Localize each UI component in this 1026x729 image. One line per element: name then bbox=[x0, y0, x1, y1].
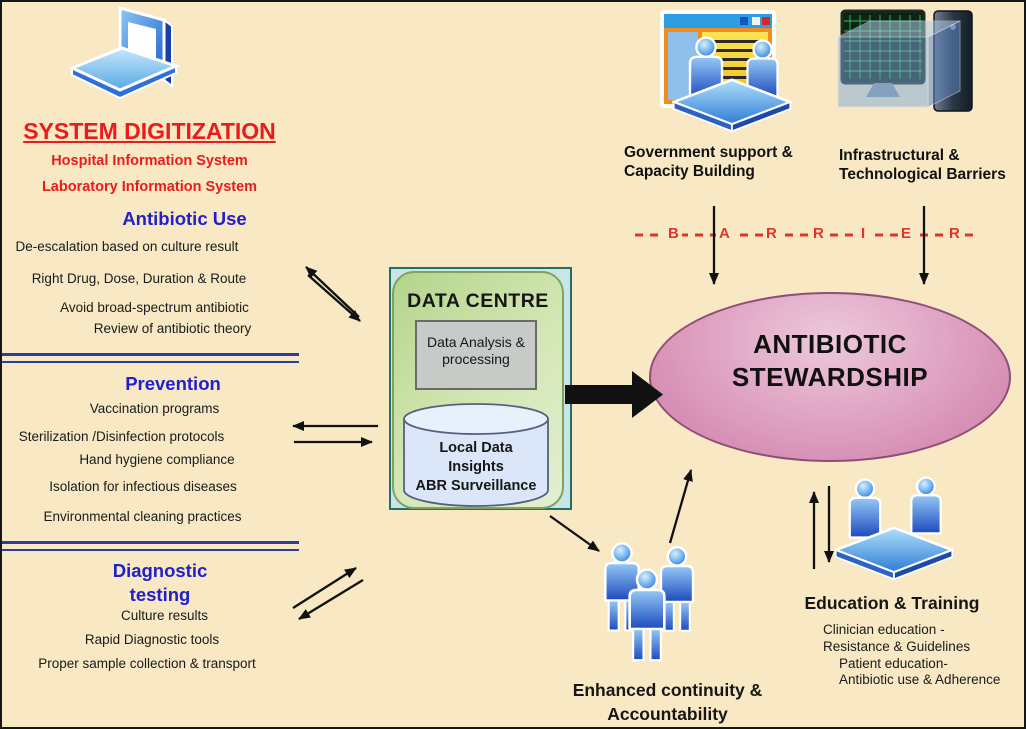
list-item: Isolation for infectious diseases bbox=[49, 479, 237, 494]
education-item: Clinician education - bbox=[823, 622, 945, 637]
local-data-label: Local Data bbox=[439, 440, 513, 456]
continuity-caption-line2: Accountability bbox=[607, 704, 728, 724]
list-item: Vaccination programs bbox=[89, 401, 220, 416]
government-window-icon bbox=[658, 8, 796, 136]
section-heading-prevention: Prevention bbox=[125, 373, 221, 394]
data-analysis-label: Data Analysis & processing bbox=[426, 334, 526, 367]
government-caption bbox=[624, 143, 824, 181]
continuity-caption bbox=[550, 678, 785, 726]
list-item: Proper sample collection & transport bbox=[38, 656, 256, 671]
abr-surveillance-label: ABR Surveillance bbox=[415, 478, 537, 494]
list-item: Avoid broad-spectrum antibiotic bbox=[60, 300, 249, 315]
arrow-continuity-to-ellipse bbox=[670, 470, 691, 543]
arrow-datacentre-to-continuity bbox=[550, 516, 599, 551]
list-item: Hand hygiene compliance bbox=[79, 452, 235, 467]
education-item: Resistance & Guidelines bbox=[823, 639, 971, 654]
section-heading-diagnostic-testing: Diagnostic testing bbox=[112, 560, 208, 606]
insights-label: Insights bbox=[448, 459, 504, 475]
barrier-letter: A bbox=[716, 225, 733, 243]
continuity-caption-line1: Enhanced continuity & bbox=[572, 680, 763, 700]
laptop-icon bbox=[64, 6, 189, 110]
data-centre-title: DATA CENTRE bbox=[407, 290, 549, 312]
antibiotic-stewardship-label bbox=[649, 328, 1011, 394]
education-item: Patient education- bbox=[839, 656, 948, 671]
section-divider bbox=[2, 541, 299, 551]
system-digitization-title: SYSTEM DIGITIZATION bbox=[23, 118, 276, 144]
list-item: Sterilization /Disinfection protocols bbox=[18, 429, 225, 444]
education-people-icon bbox=[832, 474, 957, 596]
infrastructure-caption bbox=[839, 146, 1026, 184]
barrier-letter: R bbox=[763, 225, 780, 243]
barrier-letter: B bbox=[665, 225, 682, 243]
laboratory-info-system-label: Laboratory Information System bbox=[41, 179, 258, 195]
government-caption-line1: Government support & bbox=[624, 144, 793, 161]
continuity-people-icon bbox=[597, 540, 701, 670]
education-item: Antibiotic use & Adherence bbox=[839, 672, 1001, 687]
section-heading-antibiotic-use: Antibiotic Use bbox=[122, 208, 247, 229]
barrier-letter: E bbox=[898, 225, 914, 243]
infrastructure-icon bbox=[836, 7, 978, 119]
infrastructure-caption-line2: Technological Barriers bbox=[839, 166, 1006, 183]
barrier-letter: I bbox=[858, 225, 868, 243]
list-item: Environmental cleaning practices bbox=[43, 509, 242, 524]
barrier-letter: R bbox=[810, 225, 827, 243]
stewardship-line1: ANTIBIOTIC bbox=[753, 329, 907, 359]
education-heading: Education & Training bbox=[804, 593, 980, 613]
list-item: De-escalation based on culture result bbox=[15, 239, 239, 254]
list-item: Rapid Diagnostic tools bbox=[84, 632, 220, 647]
stewardship-line2: STEWARDSHIP bbox=[731, 362, 929, 392]
arrow-diagnostic-to-datacentre bbox=[293, 568, 356, 608]
section-divider bbox=[2, 353, 299, 363]
list-item: Right Drug, Dose, Duration & Route bbox=[31, 271, 247, 286]
arrow-antibiotic-to-datacentre bbox=[306, 267, 359, 317]
arrow-datacentre-to-diagnostic bbox=[299, 580, 363, 619]
infrastructure-caption-line1: Infrastructural & bbox=[839, 147, 960, 164]
barrier-letter: R bbox=[946, 225, 963, 243]
hospital-info-system-label: Hospital Information System bbox=[51, 153, 248, 169]
list-item: Review of antibiotic theory bbox=[93, 321, 252, 336]
arrow-datacentre-to-antibiotic bbox=[308, 275, 360, 321]
government-caption-line2: Capacity Building bbox=[624, 163, 755, 180]
list-item: Culture results bbox=[120, 608, 209, 623]
